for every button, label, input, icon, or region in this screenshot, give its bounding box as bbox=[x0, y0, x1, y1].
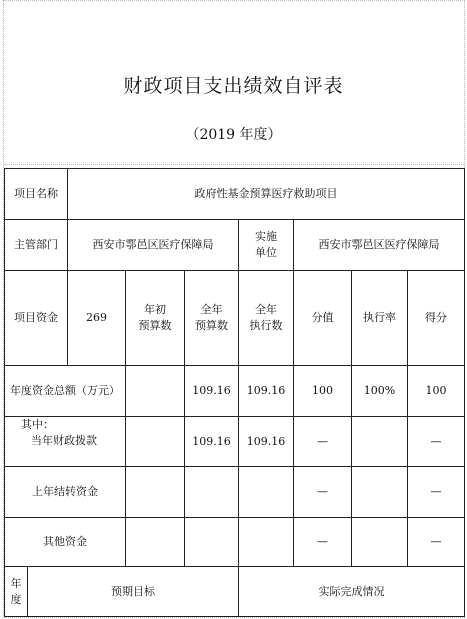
value-department: 西安市鄠邑区医疗保障局 bbox=[92, 238, 214, 251]
col-header-annual-executed bbox=[239, 271, 293, 365]
col-header-initial-budget-line2: 预算数 bbox=[138, 319, 172, 332]
label-current-year-appropriation bbox=[5, 417, 125, 466]
total-score: 100 bbox=[312, 384, 333, 397]
value-project-name: 政府性基金预算医疗救助项目 bbox=[194, 187, 338, 200]
current-score: — bbox=[317, 434, 328, 448]
header-expected-target: 预期目标 bbox=[111, 584, 155, 598]
col-header-annual-executed-line2: 执行数 bbox=[249, 319, 283, 332]
label-of-which: 其中： bbox=[21, 418, 54, 431]
col-header-points: 得分 bbox=[425, 311, 447, 324]
col-header-annual-budget-line1: 全年 bbox=[200, 303, 223, 316]
label-executing-unit bbox=[239, 220, 293, 270]
label-department: 主管部门 bbox=[14, 238, 58, 251]
label-executing-unit-line1: 实施 bbox=[255, 230, 277, 243]
col-header-annual-budget bbox=[185, 271, 238, 365]
carryover-points: — bbox=[430, 485, 442, 498]
col-header-annual-executed-line1: 全年 bbox=[255, 303, 277, 316]
header-actual-completion: 实际完成情况 bbox=[318, 584, 385, 598]
label-executing-unit-line2: 单位 bbox=[255, 246, 277, 259]
total-annual-budget: 109.16 bbox=[192, 384, 231, 397]
carryover-score: — bbox=[317, 485, 328, 498]
value-project-funds: 269 bbox=[86, 311, 107, 324]
current-annual-budget: 109.16 bbox=[192, 434, 231, 448]
label-current-appropriation: 当年财政拨款 bbox=[31, 434, 97, 447]
col-header-execution-rate: 执行率 bbox=[363, 311, 396, 324]
current-annual-executed: 109.16 bbox=[246, 434, 286, 448]
label-annual-goals-line2: 度 bbox=[10, 592, 22, 606]
col-header-score: 分值 bbox=[311, 311, 334, 324]
total-execution-rate: 100% bbox=[363, 384, 396, 397]
page-title: 财政项目支出绩效自评表 bbox=[123, 75, 344, 97]
total-points: 100 bbox=[425, 384, 447, 397]
label-project-funds: 项目资金 bbox=[14, 311, 58, 324]
other-points: — bbox=[430, 535, 442, 548]
label-other-funds: 其他资金 bbox=[43, 535, 87, 548]
label-project-name: 项目名称 bbox=[14, 187, 58, 200]
label-carryover-funds: 上年结转资金 bbox=[32, 485, 98, 498]
label-annual-goals-line1: 年 bbox=[10, 576, 22, 590]
total-annual-executed: 109.16 bbox=[246, 384, 286, 397]
label-annual-total: 年度资金总额（万元） bbox=[10, 384, 120, 397]
value-executing-unit: 西安市鄠邑区医疗保障局 bbox=[318, 238, 440, 251]
col-header-initial-budget bbox=[126, 271, 184, 365]
other-score: — bbox=[317, 535, 328, 548]
report-year: （2019 年度） bbox=[185, 127, 282, 143]
current-points: — bbox=[430, 434, 442, 448]
label-annual-goals bbox=[5, 567, 27, 616]
col-header-initial-budget-line1: 年初 bbox=[144, 303, 166, 316]
col-header-annual-budget-line2: 预算数 bbox=[195, 319, 228, 332]
